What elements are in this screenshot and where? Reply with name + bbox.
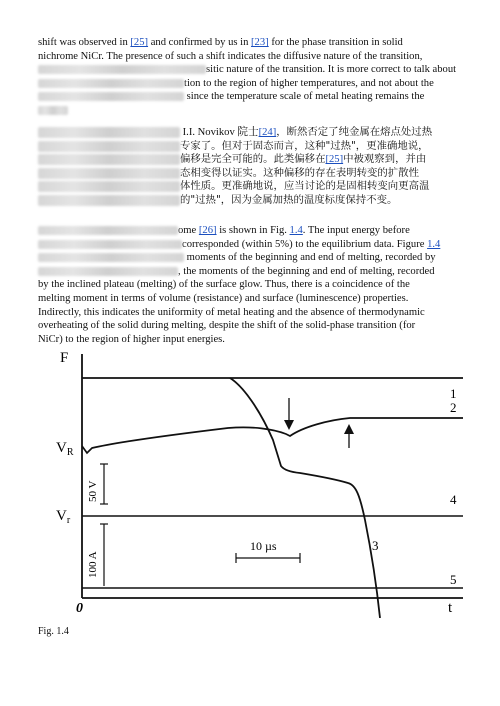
blurred-text	[38, 226, 178, 235]
scale-label-voltage: 50 V	[87, 480, 99, 502]
axis-origin: 0	[76, 601, 83, 616]
blurred-text	[38, 79, 184, 88]
scale-label-time: 10 µs	[250, 539, 277, 553]
p3-line-5: by the inclined plateau (melting) of the surface glow. Thus, there is a coincidence of the	[38, 279, 410, 291]
blurred-text	[38, 253, 184, 262]
p2-line-2: 专家了。但对于固态而言，这种"过热"，更准确地说，	[38, 140, 470, 154]
p3-line-4: , the moments of the beginning and end of melting, recorded	[38, 265, 470, 279]
paragraph-1	[38, 36, 470, 118]
p3-line-3: moments of the beginning and end of melting, recorded by	[38, 251, 470, 265]
axis-label-f: F	[60, 350, 69, 366]
blurred-text	[38, 141, 180, 152]
curve-label-4: 4	[450, 492, 457, 507]
p2-line-1: I.I. Novikov 院士[24]，断然否定了纯金属在熔点处过热	[38, 126, 470, 140]
p1-line-2: nichrome NiCr. The presence of such a shift indicates the diffusive nature of the transition,	[38, 50, 423, 62]
blurred-text	[38, 240, 182, 249]
ref-link-25-zh[interactable]: [25]	[325, 154, 344, 166]
figure-caption: Fig. 1.4	[38, 626, 69, 637]
p3-line-9: NiCr) to the region of higher input energies.	[38, 333, 225, 345]
p2-line-3: 偏移是完全可能的。此类偏移在[25]中被观察到，并由	[38, 153, 470, 167]
label-vr-lower: $V_r$	[56, 508, 71, 526]
scale-label-current: 100 A	[87, 551, 99, 578]
label-vr-upper: $V_R$	[56, 440, 74, 458]
p1-line-5: since the temperature scale of metal heating remains the	[38, 90, 470, 104]
curve-label-5: 5	[450, 572, 457, 587]
blurred-text	[38, 267, 178, 276]
trace-2-curve	[82, 418, 463, 453]
arrow-up-icon-head	[344, 424, 354, 434]
p2-line-5: 体性质。更准确地说，应当讨论的是固相转变向更高温	[38, 180, 470, 194]
curve-label-2: 2	[450, 400, 457, 415]
p1-line-3: sitic nature of the transition. It is more correct to talk about	[38, 63, 470, 77]
p2-line-4: 态相变得以证实。这种偏移的存在表明转变的扩散性	[38, 167, 470, 181]
figure-oscillogram	[38, 340, 478, 618]
paragraph-3	[38, 224, 470, 346]
blurred-text	[38, 92, 184, 101]
p3-line-1: ome [26] is shown in Fig. 1.4. The input energy before	[38, 224, 470, 238]
p3-line-8: overheating of the solid during melting, despite the shift of the solid-phase transition (for	[38, 320, 416, 332]
p3-line-7: Indirectly, this indicates the uniformity of metal heating and the absence of thermodynamic	[38, 306, 425, 318]
p3-line-6: melting moment in terms of volume (resistance) and surface (luminescence) properties.	[38, 292, 409, 304]
blurred-text	[38, 154, 180, 165]
arrow-down-icon-head	[284, 420, 294, 430]
blurred-text	[38, 127, 180, 138]
curve-label-1: 1	[450, 386, 457, 401]
blurred-text	[38, 106, 68, 115]
ref-link-23[interactable]: [23]	[251, 37, 269, 48]
ref-link-24[interactable]: [24]	[258, 127, 277, 138]
p3-line-2: corresponded (within 5%) to the equilibrium data. Figure 1.4	[38, 238, 470, 252]
p1-line-4: tion to the region of higher temperatures, and not about the	[38, 77, 470, 91]
p2-line-6: 的"过热"，因为金属加热的温度标度保持不变。	[38, 194, 470, 208]
curve-label-3: 3	[372, 538, 379, 553]
axis-label-t: t	[448, 600, 453, 616]
blurred-text	[38, 65, 206, 74]
blurred-text	[38, 168, 180, 179]
fig-link-1-4[interactable]: 1.4	[289, 225, 303, 236]
blurred-text	[38, 181, 180, 192]
ref-link-25[interactable]: [25]	[130, 37, 149, 48]
trace-3-curve	[230, 378, 380, 618]
blurred-text	[38, 195, 180, 206]
p1-line-6	[38, 104, 470, 118]
fig-link-1-4-b[interactable]: 1.4	[427, 238, 441, 250]
p1-line-1: shift was observed in [25] and confirmed by us in [23] for the phase transition in solid	[38, 37, 403, 48]
paragraph-2	[38, 126, 470, 208]
ref-link-26[interactable]: [26]	[198, 225, 217, 236]
